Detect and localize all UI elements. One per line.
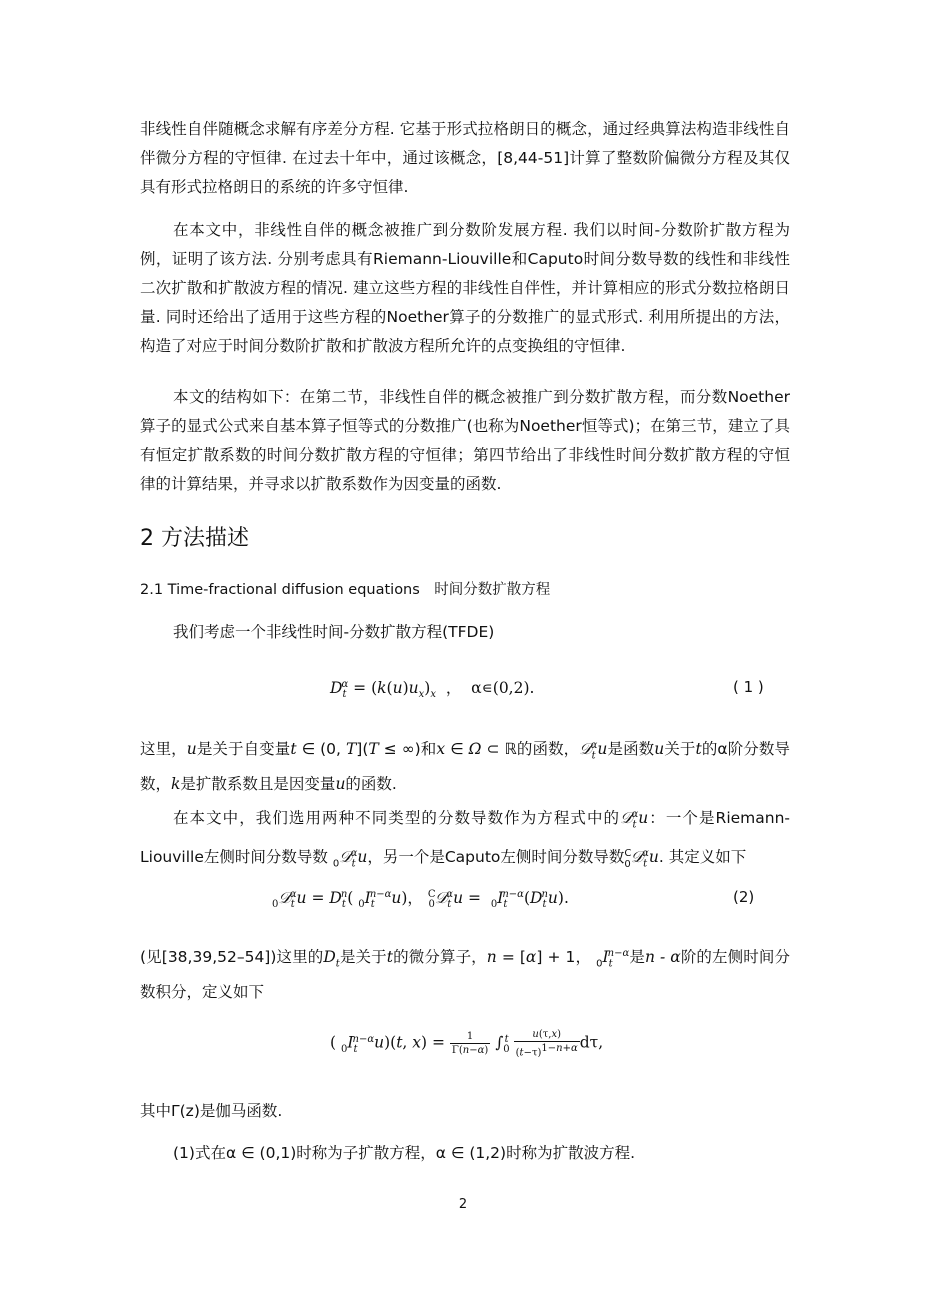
subsection-heading: 2.1 Time-fractional diffusion equations 时间分数扩散方程 <box>140 582 551 598</box>
paragraph-structure: 本文的结构如下：在第二节，非线性自伴的概念被推广到分数扩散方程，而分数Noether算子的显式公式来自基本算子恒等式的分数推广(也称为Noether恒等式)；在第三节，建立了具有恒定扩散系数的时间分数扩散方程的守恒律；第四节给出了非线性时间分数扩散方程的守恒律的计算结果，并寻求以扩散系数作为因变量的函数. <box>140 388 790 493</box>
equation-2-number: (2) <box>733 888 755 906</box>
equation-fractional-integral: ( $_0I_t^{n-\alpha}u)(t$, x) = $\frac{1}{\Gamma(n-\alpha)}$ $\int_0^t$ $\frac{u(\tau,x)}{(t-\tau)^{1-n+\alpha}}$ dτ, <box>330 1029 604 1059</box>
intro-line: 我们考虑一个非线性时间-分数扩散方程(TFDE) <box>173 623 495 641</box>
equation-2: $_0$𝒟$_t^\alpha$u = $D_t^n$( $_0I_t^{n-\alpha}u$)， $^C_0$𝒟$_t^\alpha$u = $_0I_t^{n-\alpha}(D_t^nu)$. <box>272 888 569 911</box>
equation-1: $D_t^\alpha = (k(u)u_x)_x$ ， α∊(0,2). <box>330 678 535 701</box>
paragraph-derivative-types: 在本文中，我们选用两种不同类型的分数导数作为方程式中的𝒟$_t^\alpha$u：一个是Riemann-Liouville左侧时间分数导数 $_0$𝒟$_t^\alpha$u，另一个是Caputo左侧时间分数导数$^C_0$𝒟$_t^\alpha$u. 其定义如下 <box>140 809 790 870</box>
gamma-function-note: 其中Γ(z)是伽马函数. <box>140 1102 283 1120</box>
paragraph-definitions: 这里，u是关于自变量t ∈ (0, T](T ≤ ∞)和x ∈ Ω ⊂ ℝ的函数，𝒟$_t^\alpha$u是函数u关于t的α阶分数导数，k是扩散系数且是因变量u的函数. <box>140 740 790 794</box>
section-heading: 2 方法描述 <box>140 526 249 551</box>
paragraph-integral-intro: (见[38,39,52–54])这里的$D_t$是关于t的微分算子，n = [α] + 1， $_0I_t^{n-\alpha}$是n - α阶的左侧时间分数积分，定义如下 <box>140 948 790 1002</box>
paragraph-present-work: 在本文中，非线性自伴的概念被推广到分数阶发展方程. 我们以时间-分数阶扩散方程为例，证明了该方法. 分别考虑具有Riemann-Liouville和Caputo时间分数导数的线性和非线性二次扩散和扩散波方程的情况. 建立这些方程的非线性自伴性，并计算相应的形式分数拉格朗日量. 同时还给出了适用于这些方程的Noether算子的分数推广的显式形式. 利用所提出的方法，构造了对应于时间分数阶扩散和扩散波方程所允许的点变换组的守恒律. <box>140 221 790 355</box>
equation-1-number: ( 1 ) <box>733 678 764 696</box>
page-number: 2 <box>458 1197 468 1212</box>
equation-classification-note: (1)式在α ∈ (0,1)时称为子扩散方程，α ∈ (1,2)时称为扩散波方程. <box>173 1144 636 1162</box>
paragraph-intro-continuation: 非线性自伴随概念求解有序差分方程. 它基于形式拉格朗日的概念，通过经典算法构造非线性自伴微分方程的守恒律. 在过去十年中，通过该概念，[8,44-51]计算了整数阶偏微分方程及其仅具有形式拉格朗日的系统的许多守恒律. <box>140 120 790 196</box>
